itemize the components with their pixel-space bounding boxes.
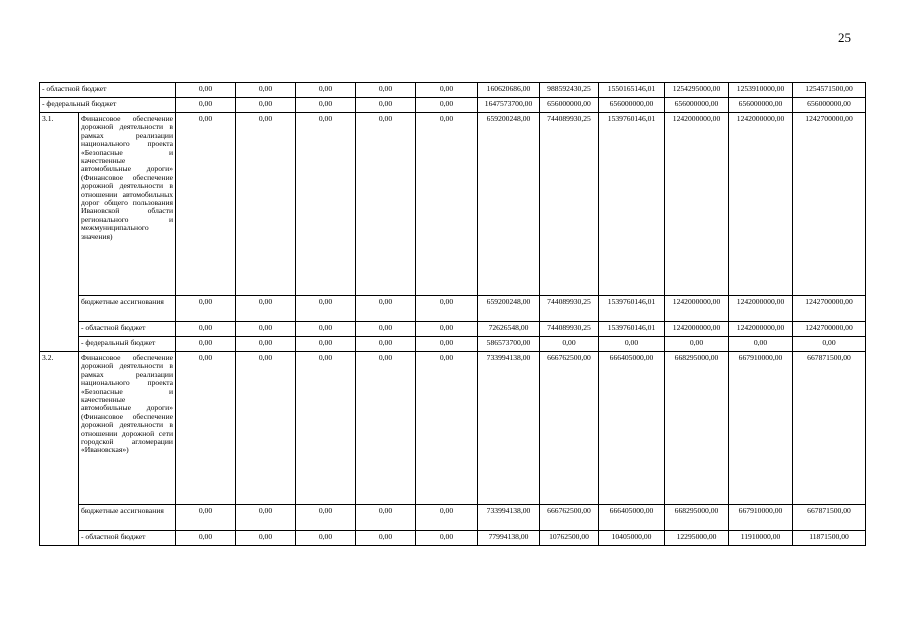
value-cell: 744089930,25 [540, 113, 599, 296]
value-cell: 0,00 [176, 113, 236, 296]
value-cell: 733994138,00 [478, 352, 540, 505]
value-cell: 667910000,00 [729, 352, 793, 505]
value-cell: 0,00 [729, 337, 793, 352]
value-cell: 0,00 [416, 531, 478, 546]
value-cell: 0,00 [356, 322, 416, 337]
value-cell: 1254295000,00 [665, 83, 729, 98]
value-cell: 1242000000,00 [665, 296, 729, 322]
table-row [40, 531, 866, 546]
value-cell: 0,00 [416, 322, 478, 337]
value-cell: 668295000,00 [665, 505, 729, 531]
value-cell: 666762500,00 [540, 505, 599, 531]
value-cell: 0,00 [356, 352, 416, 505]
value-cell: 666405000,00 [599, 352, 665, 505]
value-cell: 0,00 [296, 505, 356, 531]
value-cell: 160620686,00 [478, 83, 540, 98]
value-cell: 0,00 [356, 83, 416, 98]
value-cell: 1242000000,00 [729, 113, 793, 296]
table-row [40, 322, 866, 337]
value-cell: 0,00 [296, 113, 356, 296]
value-cell: 0,00 [236, 531, 296, 546]
value-cell: 1550165146,01 [599, 83, 665, 98]
value-cell: 0,00 [176, 337, 236, 352]
value-cell: 0,00 [356, 98, 416, 113]
table-row [40, 337, 866, 352]
value-cell: 0,00 [176, 505, 236, 531]
value-cell: 0,00 [416, 113, 478, 296]
value-cell: 10762500,00 [540, 531, 599, 546]
value-cell: 0,00 [176, 83, 236, 98]
value-cell: 1242000000,00 [729, 296, 793, 322]
section-index: 3.2. [40, 352, 79, 546]
value-cell: 0,00 [236, 113, 296, 296]
value-cell: 659200248,00 [478, 296, 540, 322]
value-cell: 667871500,00 [793, 505, 866, 531]
value-cell: 0,00 [416, 98, 478, 113]
value-cell: 0,00 [793, 337, 866, 352]
row-label: бюджетные ассигнования [79, 505, 176, 531]
page-number: 25 [838, 30, 851, 45]
value-cell: 0,00 [416, 83, 478, 98]
row-label: - федеральный бюджет [79, 337, 176, 352]
value-cell: 666405000,00 [599, 505, 665, 531]
value-cell: 0,00 [296, 322, 356, 337]
value-cell: 988592430,25 [540, 83, 599, 98]
value-cell: 0,00 [416, 505, 478, 531]
value-cell: 659200248,00 [478, 113, 540, 296]
value-cell: 1242000000,00 [729, 322, 793, 337]
value-cell: 1539760146,01 [599, 322, 665, 337]
value-cell: 1539760146,01 [599, 113, 665, 296]
value-cell: 0,00 [176, 322, 236, 337]
value-cell: 0,00 [356, 337, 416, 352]
value-cell: 0,00 [176, 296, 236, 322]
value-cell: 1242000000,00 [665, 113, 729, 296]
section-index: 3.1. [40, 113, 79, 352]
budget-table [39, 82, 866, 546]
value-cell: 744089930,25 [540, 296, 599, 322]
table-row [40, 83, 866, 98]
value-cell: 0,00 [236, 505, 296, 531]
value-cell: 1254571500,00 [793, 83, 866, 98]
value-cell: 1539760146,01 [599, 296, 665, 322]
value-cell: 0,00 [599, 337, 665, 352]
value-cell: 12295000,00 [665, 531, 729, 546]
value-cell: 0,00 [296, 337, 356, 352]
value-cell: 0,00 [236, 322, 296, 337]
value-cell: 0,00 [356, 113, 416, 296]
value-cell: 77994138,00 [478, 531, 540, 546]
value-cell: 0,00 [296, 98, 356, 113]
value-cell: 0,00 [296, 296, 356, 322]
value-cell: 667910000,00 [729, 505, 793, 531]
value-cell: 666762500,00 [540, 352, 599, 505]
value-cell: 1647573700,00 [478, 98, 540, 113]
value-cell: 0,00 [236, 98, 296, 113]
value-cell: 667871500,00 [793, 352, 866, 505]
value-cell: 656000000,00 [599, 98, 665, 113]
value-cell: 668295000,00 [665, 352, 729, 505]
value-cell: 1242000000,00 [665, 322, 729, 337]
value-cell: 0,00 [416, 296, 478, 322]
value-cell: 733994138,00 [478, 505, 540, 531]
row-label: - областной бюджет [40, 83, 176, 98]
table-row [40, 296, 866, 322]
value-cell: 11910000,00 [729, 531, 793, 546]
table-row [40, 98, 866, 113]
value-cell: 10405000,00 [599, 531, 665, 546]
value-cell: 656000000,00 [793, 98, 866, 113]
value-cell: 11871500,00 [793, 531, 866, 546]
value-cell: 1242700000,00 [793, 113, 866, 296]
table-row [40, 113, 866, 296]
value-cell: 1253910000,00 [729, 83, 793, 98]
row-label: - областной бюджет [79, 531, 176, 546]
value-cell: 0,00 [665, 337, 729, 352]
value-cell: 656000000,00 [729, 98, 793, 113]
value-cell: 72626548,00 [478, 322, 540, 337]
row-label: Финансовое обеспечение дорожной деятельности в рамках реализации национального проекта «Безопасные и качественные автомобильные дороги» (Финансовое обеспечение дорожной деятельности в отношении автомобильных дорог общего пользования Ивановской области регионального и межмуниципального значения) [79, 113, 176, 296]
row-label: - областной бюджет [79, 322, 176, 337]
value-cell: 0,00 [416, 352, 478, 505]
value-cell: 0,00 [236, 83, 296, 98]
value-cell: 1242700000,00 [793, 322, 866, 337]
row-label: бюджетные ассигнования [79, 296, 176, 322]
value-cell: 0,00 [356, 505, 416, 531]
value-cell: 0,00 [540, 337, 599, 352]
value-cell: 0,00 [356, 296, 416, 322]
table-body [40, 83, 866, 546]
table-row [40, 352, 866, 505]
value-cell: 0,00 [236, 337, 296, 352]
value-cell: 0,00 [176, 531, 236, 546]
table-row [40, 505, 866, 531]
value-cell: 0,00 [296, 83, 356, 98]
value-cell: 0,00 [176, 98, 236, 113]
value-cell: 744089930,25 [540, 322, 599, 337]
value-cell: 0,00 [236, 296, 296, 322]
value-cell: 0,00 [296, 531, 356, 546]
value-cell: 656000000,00 [665, 98, 729, 113]
value-cell: 1242700000,00 [793, 296, 866, 322]
value-cell: 586573700,00 [478, 337, 540, 352]
value-cell: 0,00 [176, 352, 236, 505]
row-label: - федеральный бюджет [40, 98, 176, 113]
value-cell: 0,00 [416, 337, 478, 352]
row-label: Финансовое обеспечение дорожной деятельности в рамках реализации национального проекта «Безопасные и качественные автомобильные дороги» (Финансовое обеспечение дорожной деятельности в отношении дорожной сети городской агломерации «Ивановская») [79, 352, 176, 505]
value-cell: 656000000,00 [540, 98, 599, 113]
value-cell: 0,00 [296, 352, 356, 505]
value-cell: 0,00 [356, 531, 416, 546]
value-cell: 0,00 [236, 352, 296, 505]
